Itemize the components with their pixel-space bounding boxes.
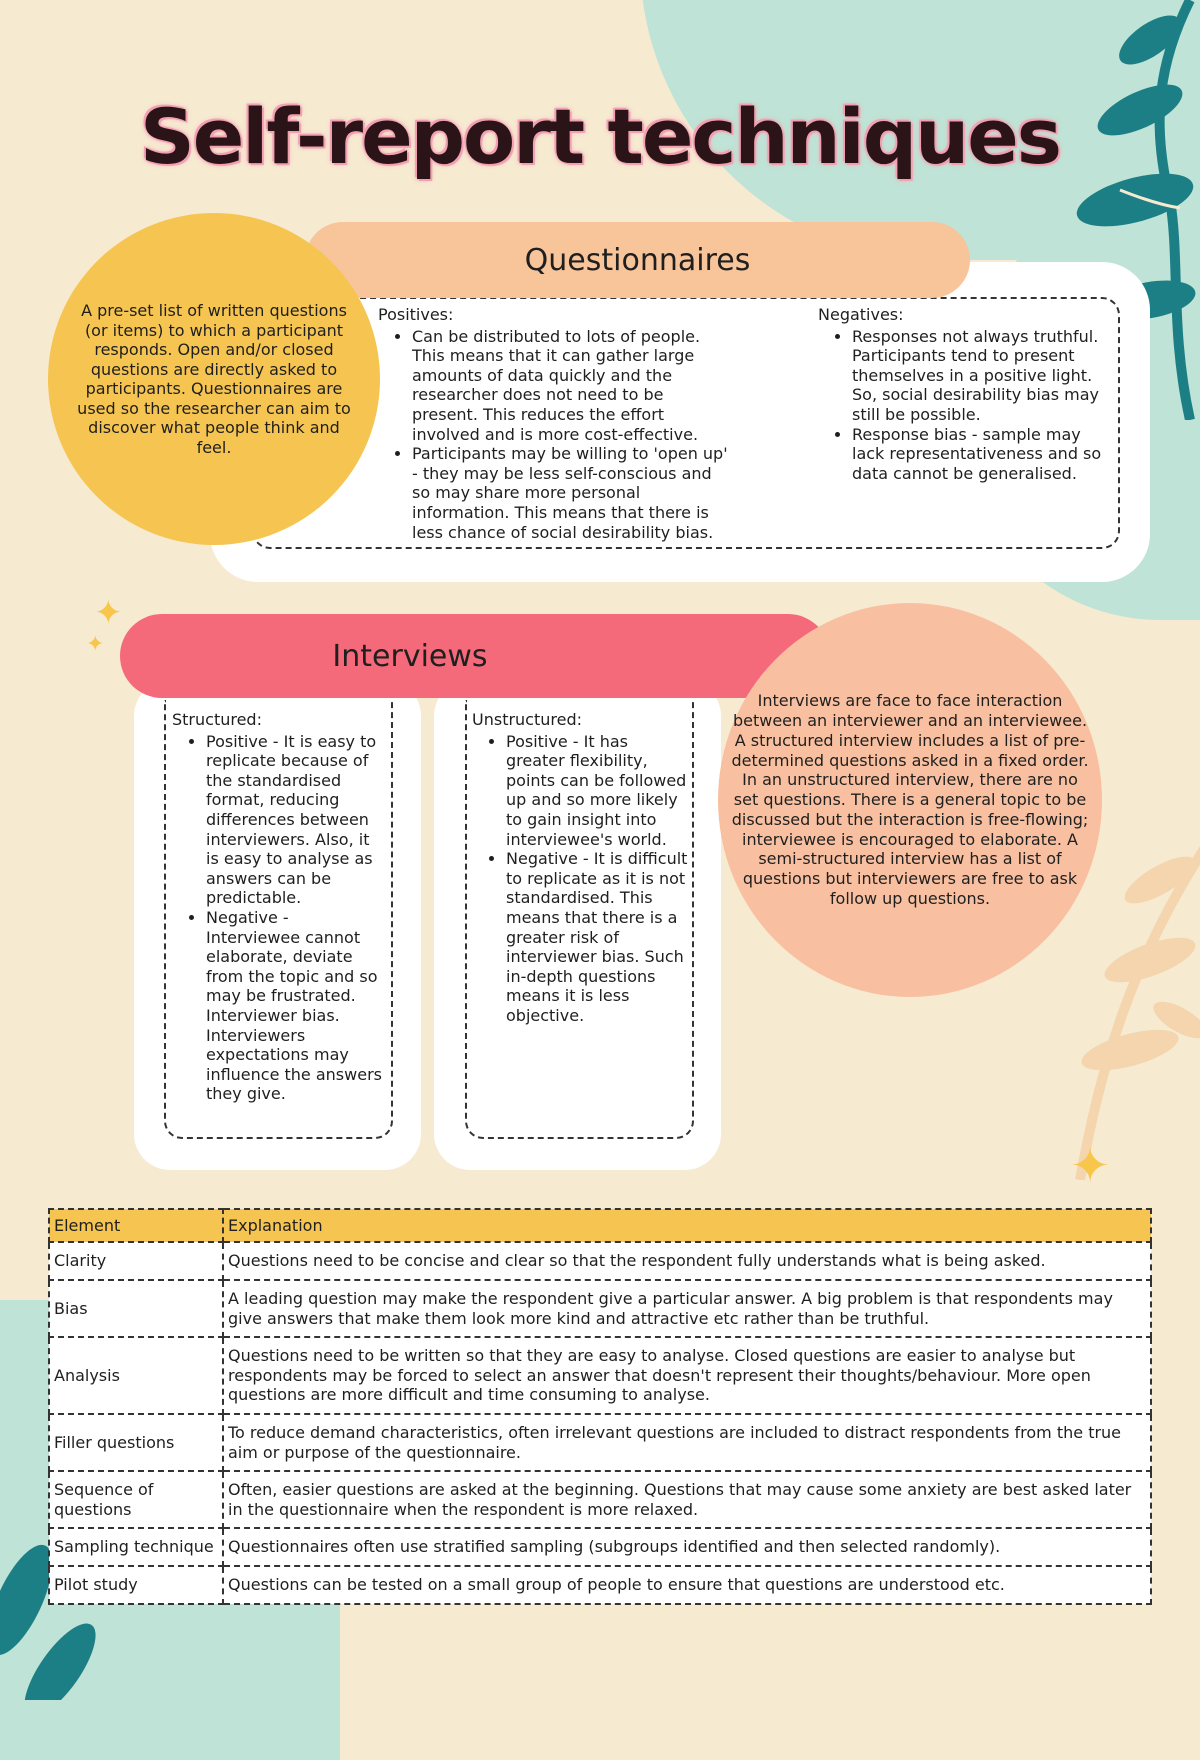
sparkle-icon: ✦	[1070, 1138, 1111, 1194]
unstructured-column	[472, 710, 688, 1026]
questionnaires-definition: A pre-set list of written questions (or items) to which a participant responds. Open and/or closed questions are directly asked to participants. Questionnaires are used so the researcher can aim to discover what people think and feel.	[77, 301, 351, 457]
list-item: • Can be distributed to lots of people. This means that it can gather large amounts of data quickly and the researcher does not need to be present. This reduces the effort involved and is more cost-effective.	[412, 327, 730, 445]
table-cell: Questionnaires often use stratified sampling (subgroups identified and then selected randomly).	[223, 1528, 1151, 1566]
table-cell: Filler questions	[49, 1414, 223, 1471]
table-row	[49, 1528, 1151, 1566]
list-item: • Response bias - sample may lack representativeness and so data cannot be generalised.	[852, 425, 1104, 484]
page-title: Self-report techniques	[140, 92, 1060, 181]
structured-heading: Structured:	[172, 710, 262, 729]
table-cell: Pilot study	[49, 1566, 223, 1604]
questionnaires-heading: Questionnaires	[305, 222, 970, 298]
table-cell: Sampling technique	[49, 1528, 223, 1566]
table-cell: Often, easier questions are asked at the beginning. Questions that may cause some anxiety are best asked later in the questionnaire when the respondent is more relaxed.	[223, 1471, 1151, 1528]
positives-heading: Positives:	[378, 305, 454, 324]
list-item: • Negative - It is difficult to replicate as it is not standardised. This means that there is a greater risk of interviewer bias. Such in-depth questions means it is less objective.	[506, 849, 688, 1025]
list-item: • Negative - Interviewee cannot elaborate, deviate from the topic and so may be frustrated. Interviewer bias. Interviewers expectations may influence the answers they give.	[206, 908, 386, 1104]
questionnaires-positives	[378, 305, 730, 542]
interviews-heading: Interviews	[120, 614, 830, 698]
list-item: • Participants may be willing to 'open up' - they may be less self-conscious and so may share more personal information. This means that there is less chance of social desirability bias.	[412, 444, 730, 542]
questionnaires-definition-circle	[48, 213, 380, 545]
structured-column	[172, 710, 386, 1104]
table-cell: To reduce demand characteristics, often irrelevant questions are included to distract respondents from the true aim or purpose of the questionnaire.	[223, 1414, 1151, 1471]
interviews-definition: Interviews are face to face interaction between an interviewer and an interviewee. A structured interview includes a list of pre-determined questions asked in a fixed order. In an unstructured interview, there are no set questions. There is a general topic to be discussed but the interaction is free-flowing; interviewee is encouraged to elaborate. A semi-structured interview has a list of questions but interviewers are free to ask follow up questions.	[731, 691, 1089, 909]
negatives-heading: Negatives:	[818, 305, 904, 324]
list-item: • Positive - It is easy to replicate because of the standardised format, reducing differences between interviewers. Also, it is easy to analyse as answers can be predictable.	[206, 732, 386, 908]
list-item: • Responses not always truthful. Participants tend to present themselves in a positive light. So, social desirability bias may still be possible.	[852, 327, 1104, 425]
questionnaire-design-table	[48, 1208, 1152, 1605]
sparkle-icon: ✦	[94, 593, 123, 633]
table-cell: Questions need to be written so that they are easy to analyse. Closed questions are easier to analyse but respondents may be forced to select an answer that doesn't represent their thoughts/behaviour. More open questions are more difficult and time consuming to analyse.	[223, 1337, 1151, 1414]
list-item: • Positive - It has greater flexibility, points can be followed up and so more likely to gain insight into interviewee's world.	[506, 732, 688, 850]
unstructured-heading: Unstructured:	[472, 710, 583, 729]
table-row	[49, 1242, 1151, 1280]
interviews-definition-circle	[718, 603, 1102, 997]
table-row	[49, 1566, 1151, 1604]
table-cell: Analysis	[49, 1337, 223, 1414]
sparkle-icon: ✦	[86, 632, 105, 657]
table-row	[49, 1280, 1151, 1337]
table-row	[49, 1471, 1151, 1528]
table-header: Explanation	[223, 1209, 1151, 1242]
table-cell: Questions need to be concise and clear so that the respondent fully understands what is being asked.	[223, 1242, 1151, 1280]
table-header: Element	[49, 1209, 223, 1242]
table-cell: A leading question may make the respondent give a particular answer. A big problem is that respondents may give answers that make them look more kind and attractive etc rather than be truthful.	[223, 1280, 1151, 1337]
table-cell: Questions can be tested on a small group of people to ensure that questions are understood etc.	[223, 1566, 1151, 1604]
table-header-row	[49, 1209, 1151, 1242]
table-cell: Clarity	[49, 1242, 223, 1280]
questionnaires-negatives	[818, 305, 1104, 483]
table-row	[49, 1414, 1151, 1471]
table-cell: Bias	[49, 1280, 223, 1337]
table-row	[49, 1337, 1151, 1414]
table-cell: Sequence of questions	[49, 1471, 223, 1528]
